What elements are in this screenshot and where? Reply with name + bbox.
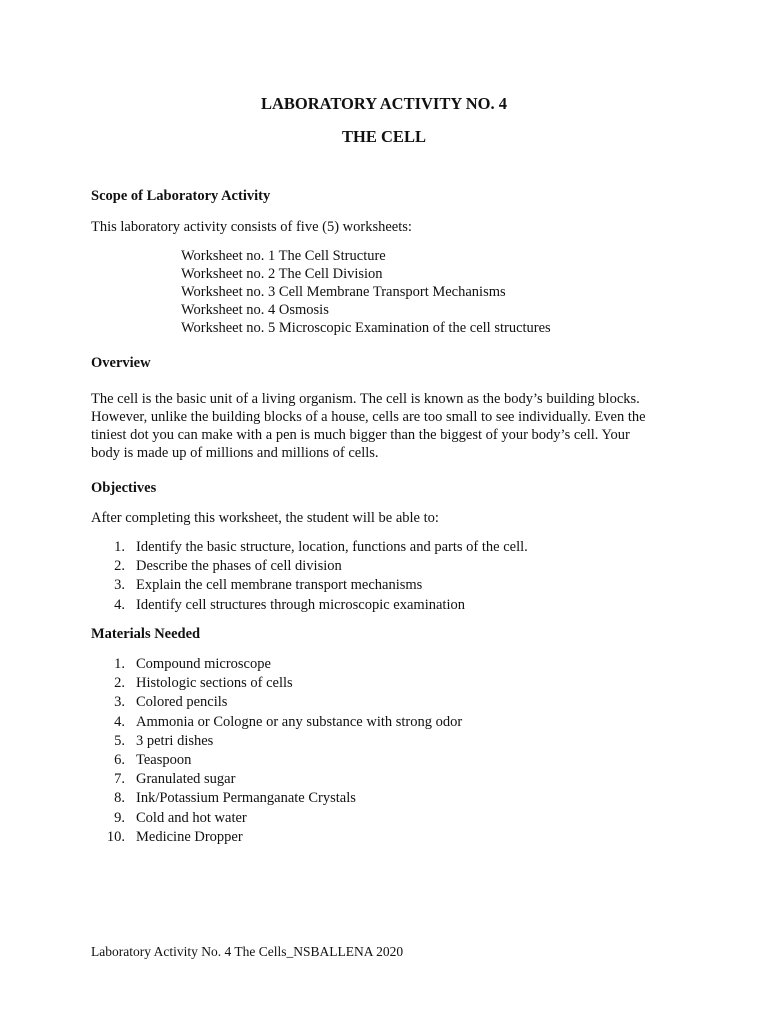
list-text: Describe the phases of cell division: [136, 558, 342, 575]
overview-line: The cell is the basic unit of a living organism. The cell is known as the body’s building blocks.: [91, 391, 640, 407]
objectives-heading: Objectives: [91, 480, 157, 496]
list-text: Explain the cell membrane transport mechanisms: [136, 577, 423, 594]
list-number: 9.: [114, 809, 125, 826]
list-number: 1.: [114, 656, 125, 672]
overview-paragraph: [91, 390, 681, 462]
list-text: Ammonia or Cologne or any substance with strong odor: [136, 713, 463, 730]
list-number: 6.: [114, 751, 125, 768]
list-number: 4.: [114, 596, 125, 613]
worksheet-item: Worksheet no. 1 The Cell Structure: [181, 248, 386, 264]
materials-heading: Materials Needed: [91, 626, 201, 642]
list-number: 8.: [114, 790, 125, 807]
list-number: 10.: [106, 828, 125, 845]
scope-intro: This laboratory activity consists of five (5) worksheets:: [91, 219, 412, 235]
list-text: Cold and hot water: [136, 809, 247, 826]
list-number: 5.: [114, 732, 125, 749]
list-number: 1.: [114, 539, 125, 555]
list-text: Histologic sections of cells: [136, 675, 293, 692]
list-number: 7.: [114, 771, 125, 788]
list-number: 2.: [114, 675, 125, 692]
overview-line: However, unlike the building blocks of a house, cells are too small to see individually. Even the: [91, 409, 646, 425]
worksheet-item: Worksheet no. 5 Microscopic Examination of the cell structures: [181, 320, 551, 336]
list-text: Colored pencils: [136, 694, 228, 711]
list-text: Compound microscope: [136, 656, 271, 672]
list-text: Medicine Dropper: [136, 828, 243, 845]
list-text: Granulated sugar: [136, 771, 236, 788]
list-text: Ink/Potassium Permanganate Crystals: [136, 790, 356, 807]
list-number: 2.: [114, 558, 125, 575]
overview-line: tiniest dot you can make with a pen is much bigger than the biggest of your body’s cell. Your: [91, 427, 630, 443]
list-number: 4.: [114, 713, 125, 730]
objectives-intro: After completing this worksheet, the student will be able to:: [91, 510, 439, 526]
worksheet-item: Worksheet no. 2 The Cell Division: [181, 266, 383, 282]
worksheet-item: Worksheet no. 4 Osmosis: [181, 302, 329, 318]
list-text: Identify the basic structure, location, functions and parts of the cell.: [136, 539, 528, 555]
list-number: 3.: [114, 694, 125, 711]
worksheet-list: [181, 247, 551, 337]
list-text: Teaspoon: [136, 751, 192, 768]
overview-line: body is made up of millions and millions of cells.: [91, 445, 379, 461]
overview-heading: Overview: [91, 355, 151, 371]
list-text: Identify cell structures through microscopic examination: [136, 596, 465, 613]
document-title: LABORATORY ACTIVITY NO. 4: [260, 94, 508, 113]
worksheet-item: Worksheet no. 3 Cell Membrane Transport Mechanisms: [181, 284, 506, 300]
scope-heading: Scope of Laboratory Activity: [91, 188, 271, 204]
document-subtitle: THE CELL: [342, 127, 426, 146]
list-number: 3.: [114, 577, 125, 594]
list-text: 3 petri dishes: [136, 732, 214, 749]
page-footer: Laboratory Activity No. 4 The Cells_NSBALLENA 2020: [91, 944, 404, 959]
